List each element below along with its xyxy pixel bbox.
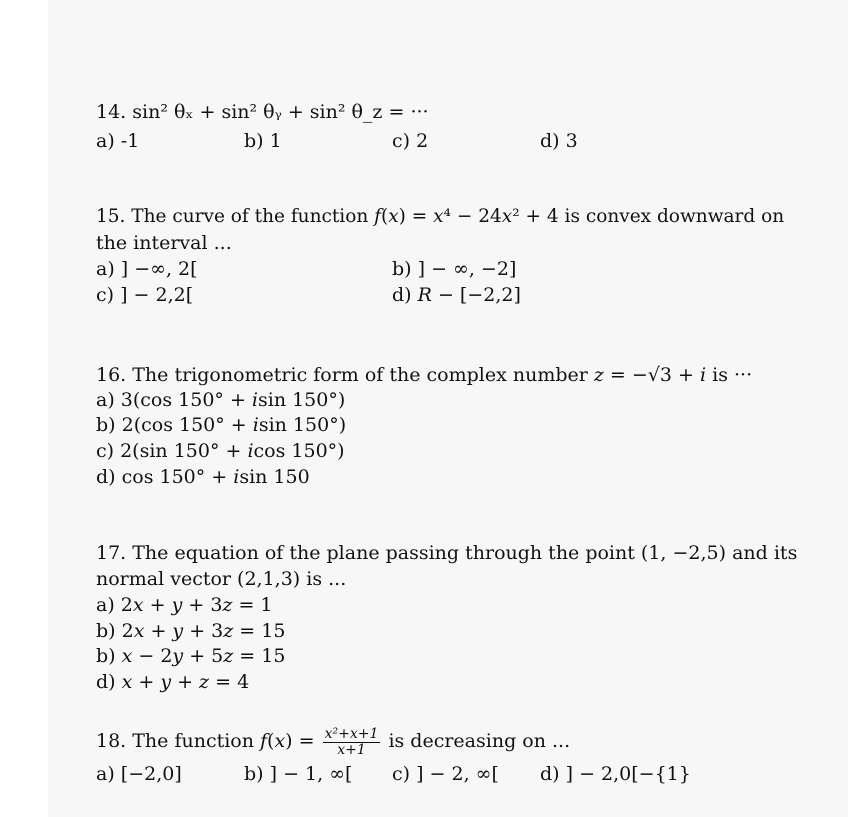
question-18-option-c: c) ] − 2, ∞[	[392, 763, 499, 785]
question-16-option-b: b) 2(cos 150° + 𝑖sin 150°)	[96, 414, 347, 436]
fraction-numerator: x²+x+1	[324, 725, 379, 742]
question-18-option-b: b) ] − 1, ∞[	[244, 763, 353, 785]
question-18-stem-suffix: is decreasing on ...	[388, 730, 571, 752]
question-17-option-a: a) 2𝑥 + 𝑦 + 3𝑧 = 1	[96, 594, 273, 616]
question-14-option-b: b) 1	[244, 130, 282, 152]
question-18-option-a: a) [−2,0]	[96, 763, 182, 785]
question-16-option-c: c) 2(sin 150° + 𝑖cos 150°)	[96, 440, 345, 462]
question-18-fraction	[323, 727, 381, 758]
question-17-option-b: b) 2𝑥 + 𝑦 + 3𝑧 = 15	[96, 620, 286, 642]
question-16-option-a: a) 3(cos 150° + 𝑖sin 150°)	[96, 389, 346, 411]
question-16-stem: 16. The trigonometric form of the complex number 𝑧 = −√3 + 𝑖 is ···	[96, 364, 753, 386]
question-15-option-c: c) ] − 2,2[	[96, 284, 194, 306]
question-18-stem-prefix: 18. The function 𝑓(𝑥) =	[96, 730, 315, 752]
question-18-option-d: d) ] − 2,0[−{1}	[540, 763, 691, 785]
question-14-option-a: a) -1	[96, 130, 140, 152]
question-16-option-d: d) cos 150° + 𝑖sin 150	[96, 466, 310, 488]
question-15-stem-line-2: the interval ...	[96, 232, 232, 254]
question-15-option-b: b) ] − ∞, −2]	[392, 258, 517, 280]
question-17-option-b-second: b) 𝑥 − 2𝑦 + 5𝑧 = 15	[96, 645, 286, 667]
question-14-option-c: c) 2	[392, 130, 429, 152]
question-14-stem: 14. sin² θₓ + sin² θᵧ + sin² θ_z = ···	[96, 101, 429, 123]
fraction-denominator: x+1	[337, 741, 366, 758]
question-15-option-d: d) 𝑅 − [−2,2]	[392, 284, 521, 306]
question-17-stem-line-1: 17. The equation of the plane passing through the point (1, −2,5) and its	[96, 542, 798, 564]
question-14-option-d: d) 3	[540, 130, 578, 152]
question-15-stem-line-1: 15. The curve of the function 𝑓(𝑥) = 𝑥⁴ − 24𝑥² + 4 is convex downward on	[96, 206, 785, 227]
cut-off-next-line	[96, 808, 226, 817]
question-18-stem	[96, 722, 570, 760]
question-17-stem-line-2: normal vector (2,1,3) is ...	[96, 568, 347, 590]
question-17-option-d: d) 𝑥 + 𝑦 + 𝑧 = 4	[96, 671, 250, 693]
question-15-option-a: a) ] −∞, 2[	[96, 258, 198, 280]
